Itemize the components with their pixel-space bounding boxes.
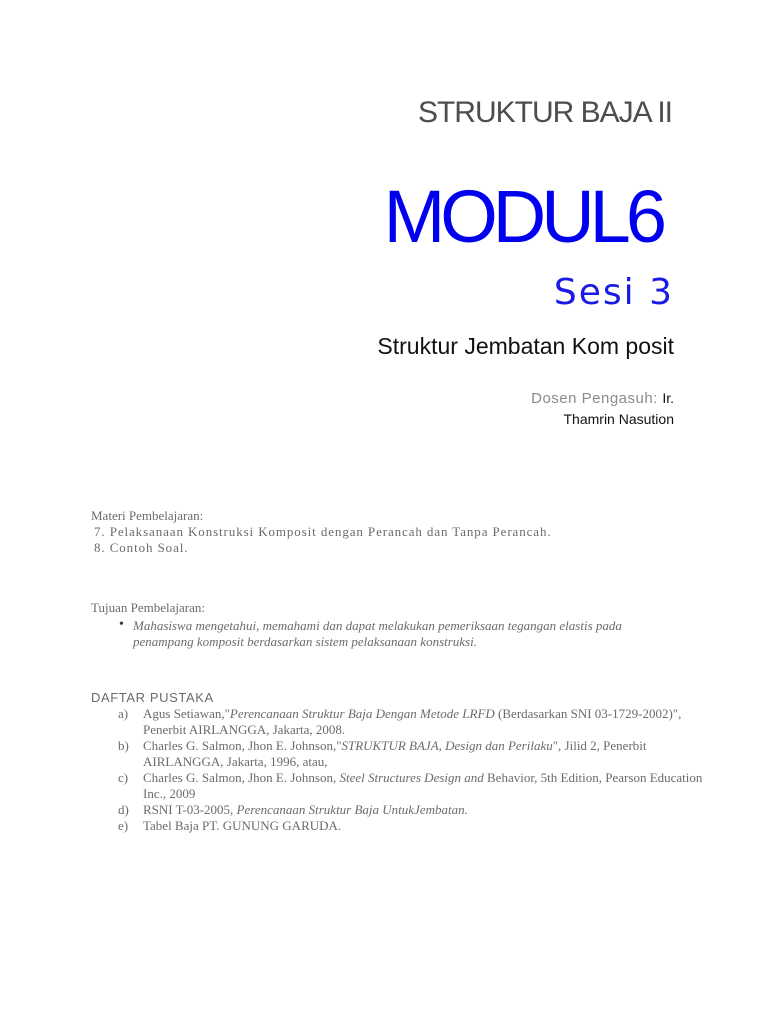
reference-item bbox=[91, 770, 723, 802]
reference-marker: d) bbox=[118, 802, 129, 817]
materi-heading: Materi Pembelajaran: bbox=[91, 508, 204, 523]
reference-author: Agus Setiawan," bbox=[143, 706, 230, 721]
reference-details: ", Jilid 2, Penerbit AIRLANGGA, Jakarta, 1996, atau, bbox=[143, 738, 647, 769]
reference-item bbox=[91, 706, 723, 738]
lecturer-label: Dosen Pengasuh: bbox=[531, 390, 658, 407]
reference-author: RSNI T-03-2005, bbox=[143, 802, 237, 817]
lecturer-title: Ir. bbox=[662, 390, 674, 406]
pustaka-section bbox=[91, 690, 723, 834]
session-title: Sesi 3 bbox=[553, 272, 674, 313]
reference-item bbox=[91, 802, 723, 818]
materi-item: 8. Contoh Soal. bbox=[94, 540, 189, 555]
reference-title: Steel Structures Design and bbox=[339, 770, 484, 785]
reference-marker: c) bbox=[118, 770, 129, 785]
pustaka-heading: DAFTAR PUSTAKA bbox=[91, 690, 214, 705]
list-item bbox=[91, 618, 653, 650]
materi-item: 7. Pelaksanaan Konstruksi Komposit dengan Perancah dan Tanpa Perancah. bbox=[94, 524, 552, 539]
module-subtitle: Struktur Jembatan Kom posit bbox=[377, 333, 674, 359]
bullet-icon: • bbox=[119, 617, 124, 632]
reference-author: Tabel Baja PT. GUNUNG GARUDA. bbox=[143, 818, 342, 833]
reference-marker: a) bbox=[118, 706, 129, 721]
materi-section bbox=[91, 508, 552, 556]
reference-details: (Berdasarkan SNI 03-1729-2002)", Penerbit AIRLANGGA, Jakarta, 2008. bbox=[143, 706, 682, 737]
reference-author: Charles G. Salmon, Jhon E. Johnson, bbox=[143, 770, 340, 785]
reference-item bbox=[91, 818, 723, 834]
reference-item bbox=[91, 738, 723, 770]
reference-marker: b) bbox=[118, 738, 129, 753]
reference-title: STRUKTUR BAJA, Design dan Perilaku bbox=[341, 738, 553, 753]
tujuan-item-text: Mahasiswa mengetahui, memahami dan dapat melakukan pemeriksaan tegangan elastis pada penampang komposit berdasarkan sistem pelaksanaan konstruksi. bbox=[133, 618, 622, 649]
course-title: STRUKTUR BAJA II bbox=[417, 96, 672, 129]
tujuan-section bbox=[91, 600, 653, 650]
tujuan-heading: Tujuan Pembelajaran: bbox=[91, 600, 205, 615]
lecturer-name: Thamrin Nasution bbox=[563, 411, 674, 427]
reference-marker: e) bbox=[118, 818, 129, 833]
reference-author: Charles G. Salmon, Jhon E. Johnson," bbox=[143, 738, 342, 753]
reference-title: Perencanaan Struktur Baja Dengan Metode LRFD bbox=[229, 706, 495, 721]
reference-details: Behavior, 5th Edition, Pearson Education Inc., 2009 bbox=[143, 770, 703, 801]
reference-list bbox=[91, 706, 723, 834]
lecturer-block bbox=[531, 388, 674, 430]
module-title: MODUL6 bbox=[383, 175, 662, 258]
reference-title: Perencanaan Struktur Baja UntukJembatan. bbox=[236, 802, 468, 817]
